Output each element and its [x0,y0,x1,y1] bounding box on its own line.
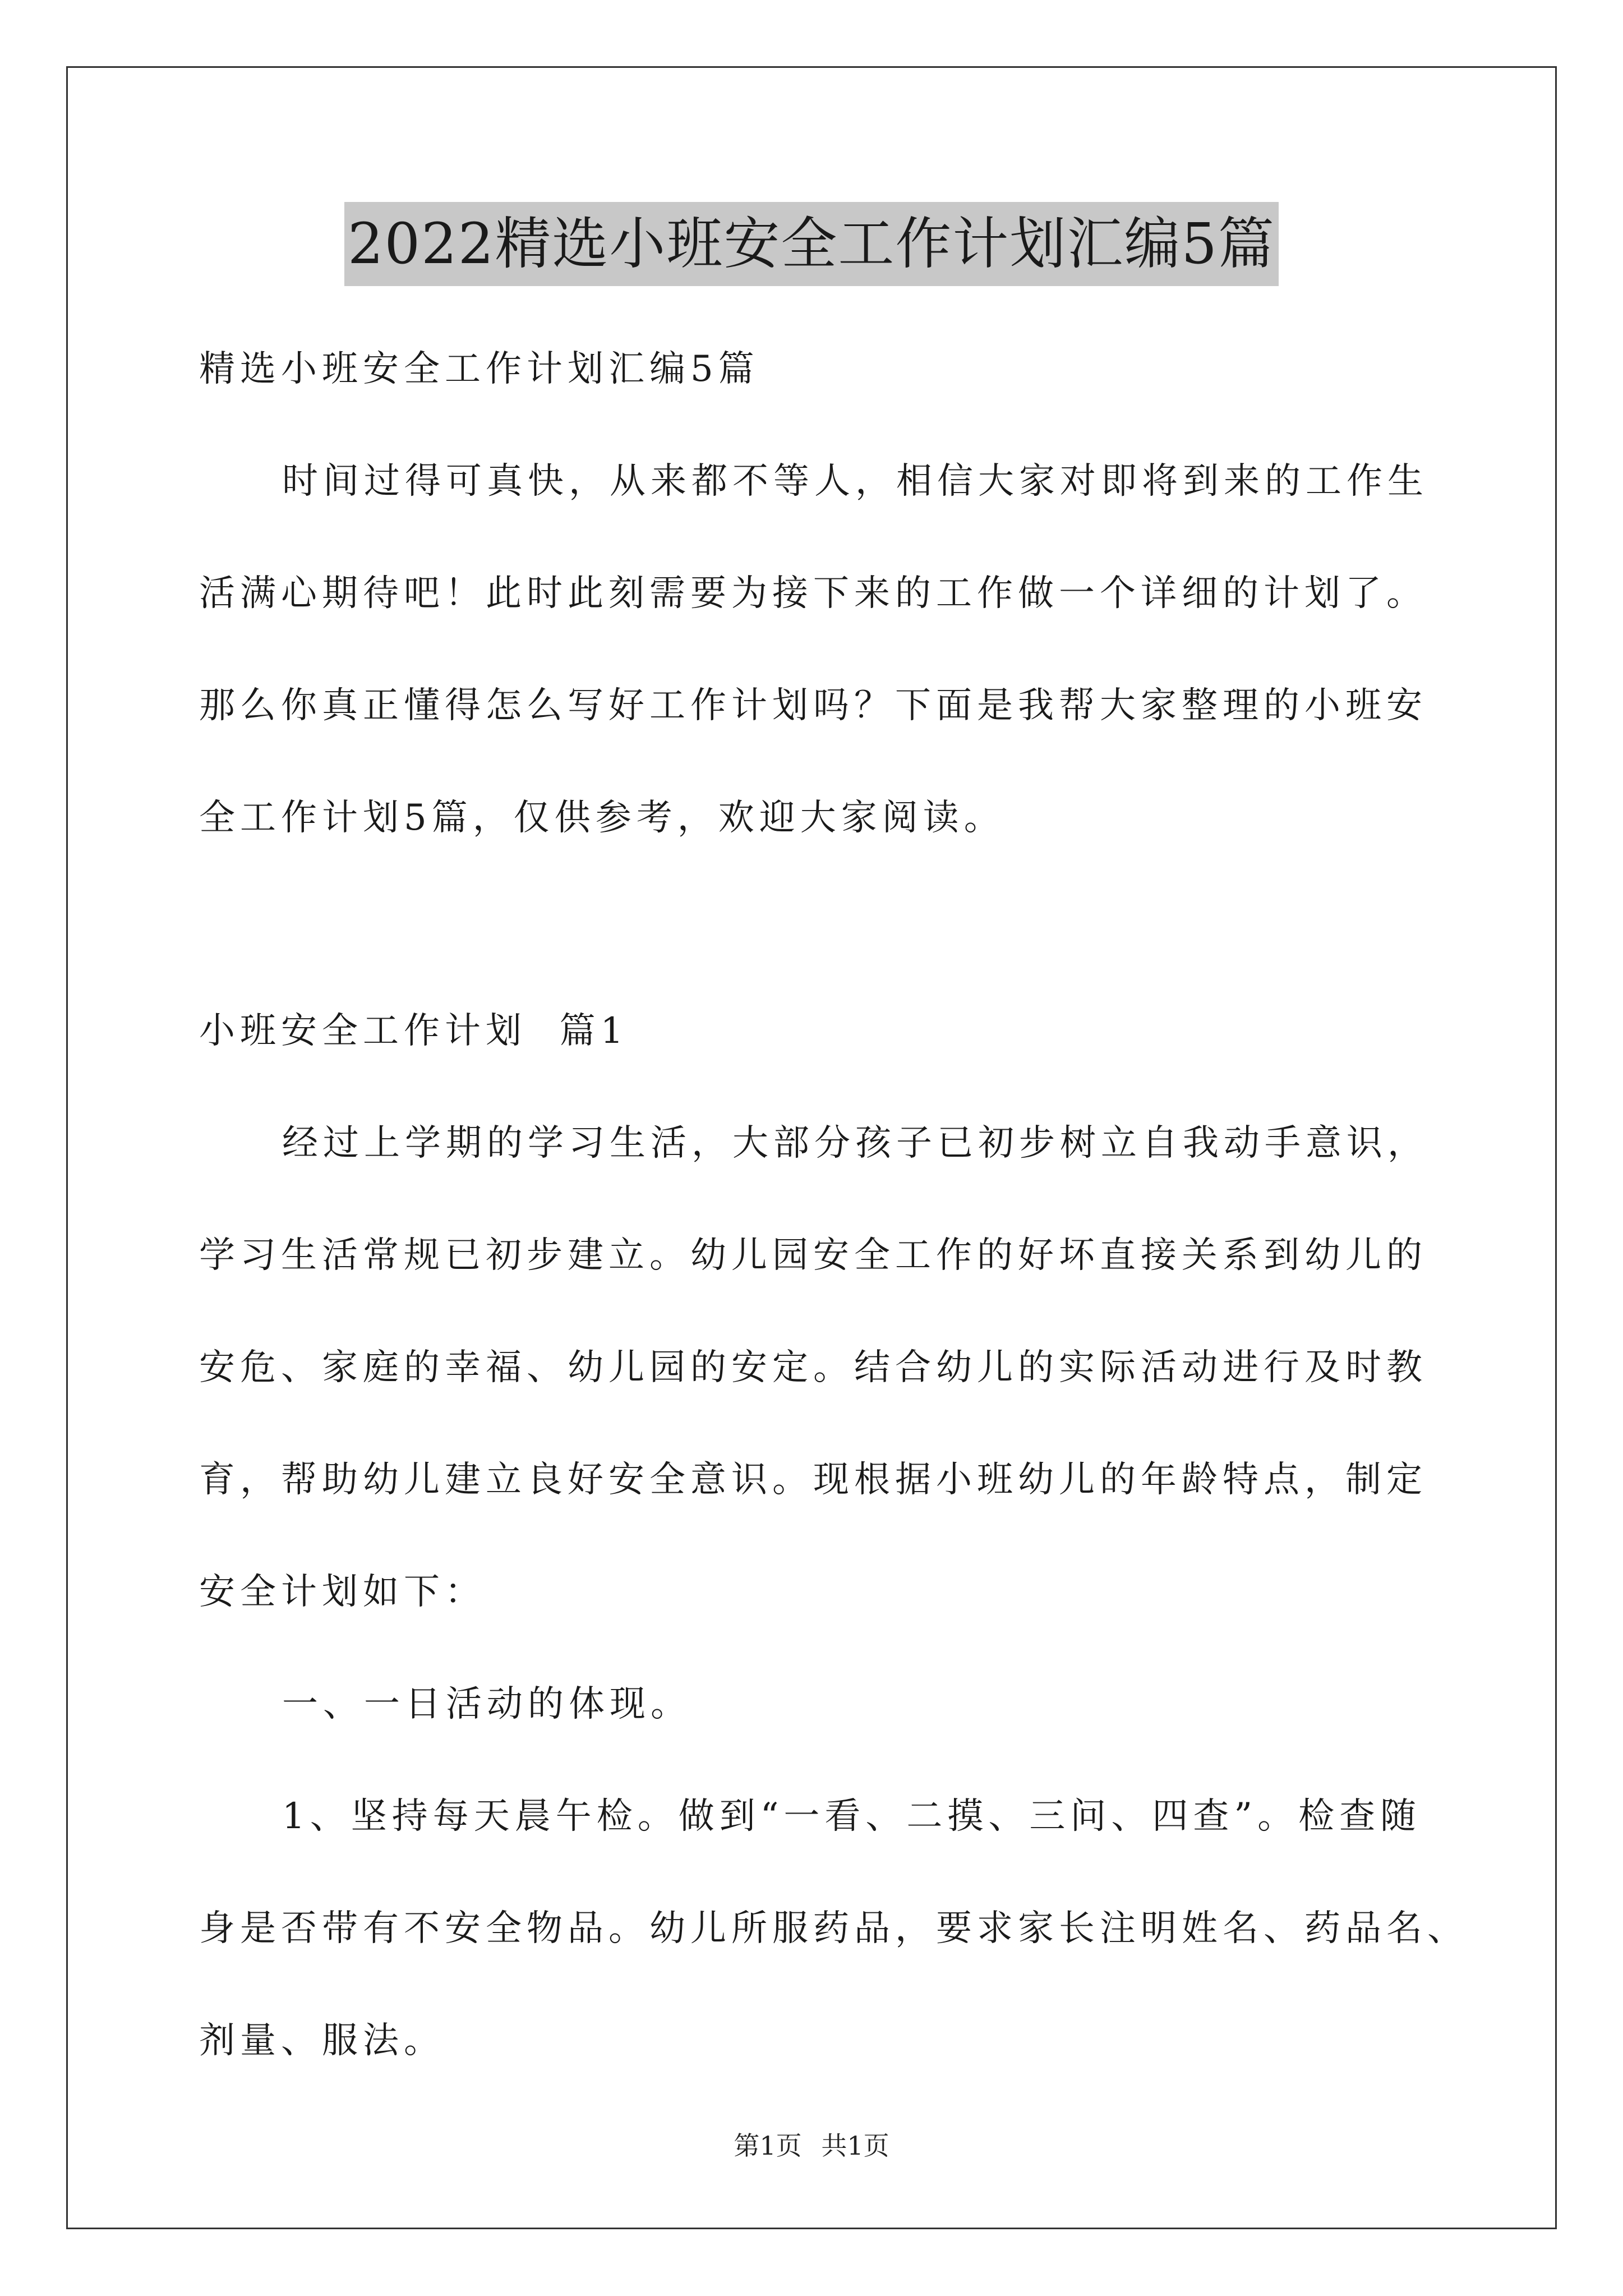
section-line-5: 安全计划如下： [199,1571,486,1613]
section-gap [199,874,1444,975]
section-line-2: 学习生活常规已初步建立。幼儿园安全工作的好坏直接关系到幼儿的 [199,1235,1427,1276]
intro-line-2: 活满心期待吧！此时此刻需要为接下来的工作做一个详细的计划了。 [199,573,1427,614]
document-title: 2022精选小班安全工作计划汇编5篇 [344,202,1279,286]
document-subtitle: 精选小班安全工作计划汇编5篇 [199,348,759,390]
item-line-2: 身是否带有不安全物品。幼儿所服药品，要求家长注明姓名、药品名、 [199,1908,1468,1949]
item-heading: 一、一日活动的体现。 [282,1683,691,1725]
title-wrap [0,202,1623,286]
section-line-1: 经过上学期的学习生活，大部分孩子已初步树立自我动手意识， [282,1122,1428,1164]
intro-line-1: 时间过得可真快，从来都不等人，相信大家对即将到来的工作生 [282,461,1428,502]
intro-line-4: 全工作计划5篇，仅供参考，欢迎大家阅读。 [199,797,1005,839]
item-line-1: 1、坚持每天晨午检。做到“一看、二摸、三问、四查”。检查随 [282,1796,1422,1837]
section-line-3: 安危、家庭的幸福、幼儿园的安定。结合幼儿的实际活动进行及时教 [199,1347,1427,1388]
page-footer [0,2129,1623,2162]
item-line-3: 剂量、服法。 [199,2020,445,2062]
page-number-current: 第1页 [734,2131,802,2161]
document-body [199,313,1468,2097]
page-number-total: 共1页 [821,2131,889,2161]
section-line-4: 育，帮助幼儿建立良好安全意识。现根据小班幼儿的年龄特点，制定 [199,1459,1427,1501]
section-heading: 小班安全工作计划 篇1 [199,1010,629,1052]
intro-line-3: 那么你真正懂得怎么写好工作计划吗？下面是我帮大家整理的小班安 [199,685,1427,726]
